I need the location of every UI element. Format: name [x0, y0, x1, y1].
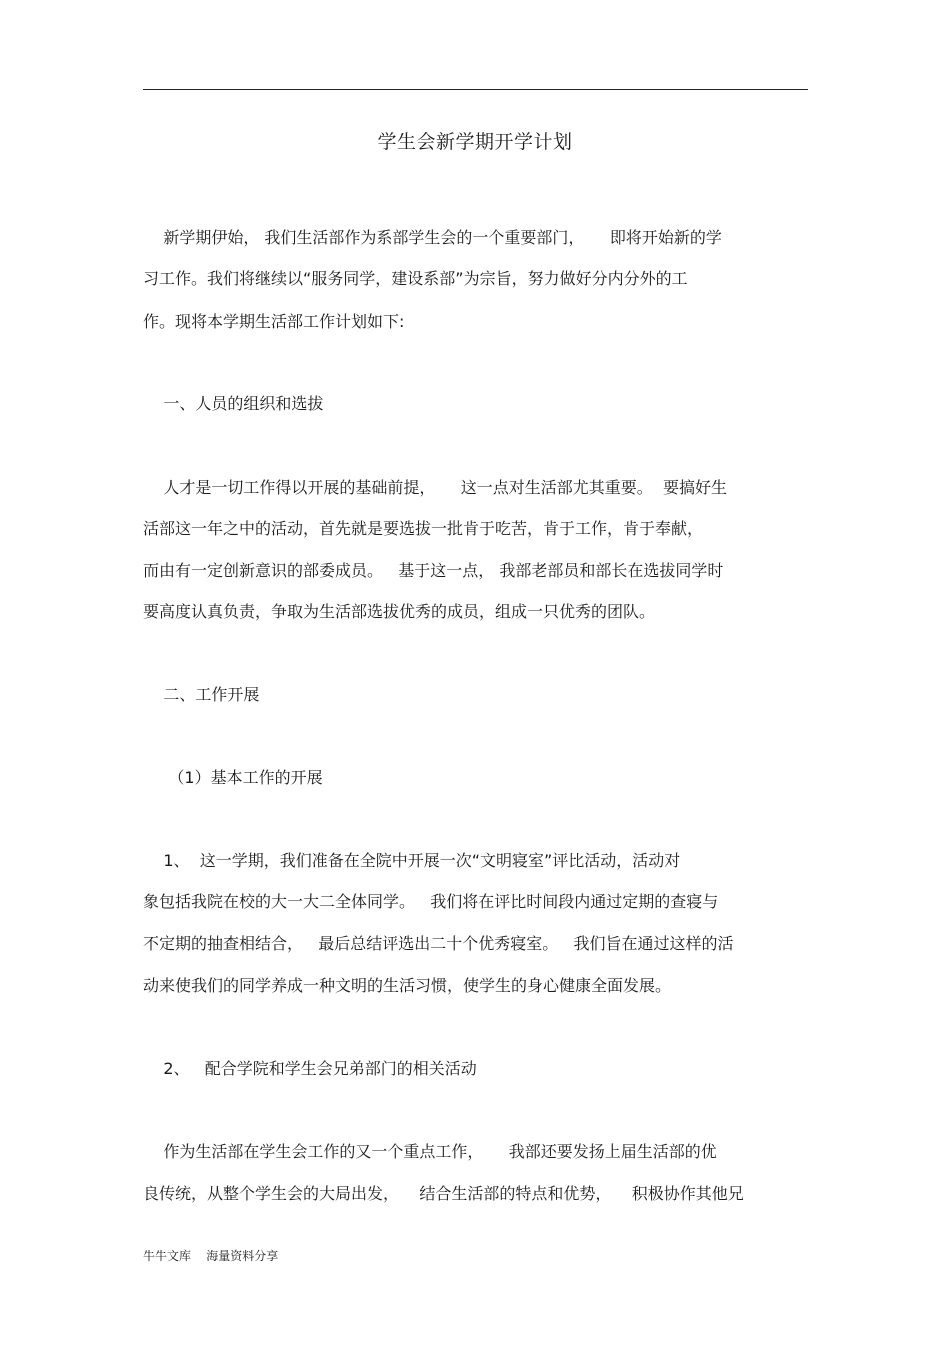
body-line: 要高度认真负责，争取为生活部选拔优秀的成员，组成一只优秀的团队。 [143, 602, 656, 621]
document-title: 学生会新学期开学计划 [377, 131, 573, 153]
body-line: 良传统，从整个学生会的大局出发， 结合生活部的特点和优势， 积极协作其他兄 [143, 1184, 744, 1203]
subsection-heading-basic-work: （1）基本工作的开展 [143, 768, 323, 787]
body-line: 动来使我们的同学养成一种文明的生活习惯，使学生的身心健康全面发展。 [143, 976, 672, 995]
body-line: 习工作。我们将继续以“服务同学，建设系部”为宗旨，努力做好分内分外的工 [143, 269, 688, 288]
body-line: 象包括我院在校的大一大二全体同学。 我们将在评比时间段内通过定期的查寝与 [143, 892, 719, 911]
item-heading-cooperation: 2、 配合学院和学生会兄弟部门的相关活动 [143, 1059, 477, 1078]
section-heading-work: 二、工作开展 [143, 685, 260, 704]
body-line: 不定期的抽查相结合， 最后总结评选出二十个优秀寝室。 我们旨在通过这样的活 [143, 934, 734, 953]
footer-text: 牛牛文库 海量资料分享 [143, 1249, 279, 1263]
body-line: 1、 这一学期，我们准备在全院中开展一次“文明寝室”评比活动，活动对 [143, 851, 681, 870]
body-line: 而由有一定创新意识的部委成员。 基于这一点， 我部老部员和部长在选拔同学时 [143, 561, 724, 580]
body-line: 人才是一切工作得以开展的基础前提， 这一点对生活部尤其重要。 要搞好生 [143, 478, 727, 497]
body-line: 作。现将本学期生活部工作计划如下: [143, 312, 405, 331]
body-line: 新学期伊始， 我们生活部作为系部学生会的一个重要部门， 即将开始新的学 [143, 228, 722, 247]
section-heading-personnel: 一、人员的组织和选拔 [143, 394, 324, 413]
body-line: 作为生活部在学生会工作的又一个重点工作， 我部还要发扬上届生活部的优 [143, 1142, 717, 1161]
body-line: 活部这一年之中的活动，首先就是要选拔一批肯于吃苦，肯于工作，肯于奉献， [143, 519, 704, 538]
header-rule [143, 89, 808, 90]
